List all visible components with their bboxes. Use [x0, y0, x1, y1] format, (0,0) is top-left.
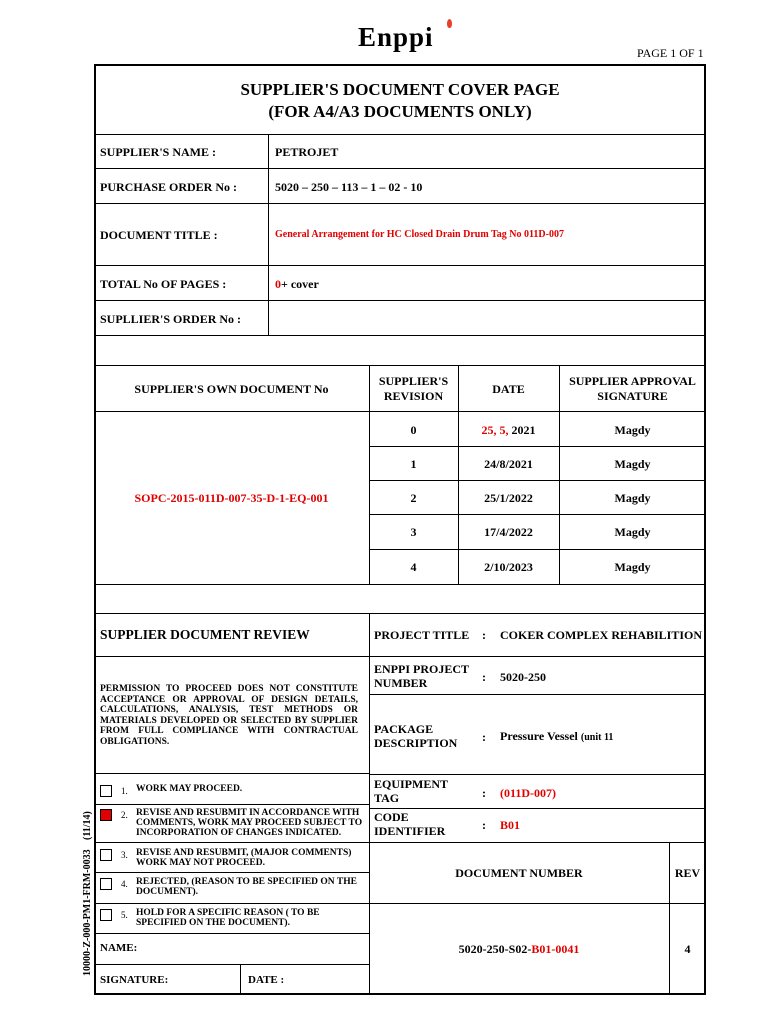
- review-option-checkbox[interactable]: [100, 809, 112, 821]
- colon: :: [482, 628, 486, 642]
- approval-header-2: SIGNATURE: [597, 389, 668, 403]
- approval-header: SUPPLIER APPROVAL: [569, 374, 696, 388]
- total-pages-value: 0+ cover: [275, 277, 319, 291]
- rev-value: 4: [684, 942, 691, 956]
- review-option-text: WORK MAY PROCEED.: [136, 784, 243, 794]
- flame-icon: [447, 19, 452, 28]
- package-value: Pressure Vessel (unit 11: [500, 729, 614, 743]
- project-number-value: 5020-250: [500, 670, 546, 684]
- signature-cell: Magdy: [614, 560, 651, 574]
- review-option-number: 5.: [121, 910, 128, 920]
- project-number-label-2: NUMBER: [374, 676, 428, 690]
- form-revision: (11/14): [82, 811, 93, 840]
- review-option-number: 3.: [121, 850, 128, 860]
- review-heading: SUPPLIER DOCUMENT REVIEW: [100, 627, 310, 642]
- review-option-text: REVISE AND RESUBMIT IN ACCORDANCE WITH COMMENTS, WORK MAY PROCEED SUBJECT TO INCORPORATION OF CHANGES INDICATED.: [136, 808, 363, 838]
- review-option-number: 2.: [121, 810, 128, 820]
- document-number-value: 5020-250-S02-B01-0041: [458, 942, 580, 956]
- signature-cell: Magdy: [614, 457, 651, 471]
- document-number-header: DOCUMENT NUMBER: [455, 866, 583, 880]
- po-label: PURCHASE ORDER No :: [100, 180, 238, 194]
- date-cell: 2/10/2023: [484, 560, 533, 574]
- project-title-value: COKER COMPLEX REHABILITION: [500, 628, 703, 642]
- revision-cell: 0: [410, 423, 417, 437]
- supplier-order-label: SUPLLIER'S ORDER No :: [100, 312, 242, 326]
- review-date-label: DATE :: [248, 974, 285, 986]
- form-subtitle: (FOR A4/A3 DOCUMENTS ONLY): [268, 102, 532, 121]
- revision-cell: 4: [410, 560, 417, 574]
- revision-cell: 3: [410, 525, 417, 539]
- review-option-checkbox[interactable]: [100, 878, 112, 890]
- date-cell: 17/4/2022: [484, 525, 533, 539]
- equipment-label: EQUIPMENT: [374, 777, 449, 791]
- revision-cell: 2: [410, 491, 417, 505]
- enppi-logo: Enppi: [358, 22, 434, 52]
- review-option-checkbox[interactable]: [100, 785, 112, 797]
- colon: :: [482, 670, 486, 684]
- revision-cell: 1: [410, 457, 417, 471]
- equipment-label-2: TAG: [374, 791, 400, 805]
- colon: :: [482, 786, 486, 800]
- rev-header: REV: [674, 866, 701, 880]
- signature-cell: Magdy: [614, 423, 651, 437]
- total-pages-label: TOTAL No OF PAGES :: [100, 277, 227, 291]
- code-value: B01: [500, 818, 521, 832]
- review-option-checkbox[interactable]: [100, 849, 112, 861]
- form-code: 10000-Z-000-PM1-FRM-0033: [82, 849, 93, 976]
- doc-title-label: DOCUMENT TITLE :: [100, 228, 218, 242]
- revision-header-2: REVISION: [383, 389, 444, 403]
- review-option-number: 4.: [121, 879, 128, 889]
- doc-title-value: General Arrangement for HC Closed Drain Drum Tag No 011D-007: [275, 229, 564, 240]
- revision-header: SUPPLIER'S: [378, 374, 449, 388]
- equipment-value: (011D-007): [500, 786, 556, 800]
- review-option-text: REJECTED, (REASON TO BE SPECIFIED ON THE DOCUMENT).: [136, 877, 357, 897]
- project-title-label: PROJECT TITLE: [374, 628, 470, 642]
- project-number-label: ENPPI PROJECT: [374, 662, 470, 676]
- signature-cell: Magdy: [614, 525, 651, 539]
- date-cell: 25/1/2022: [484, 491, 533, 505]
- form-title: SUPPLIER'S DOCUMENT COVER PAGE: [240, 80, 560, 99]
- page-number: PAGE 1 OF 1: [637, 46, 704, 60]
- colon: :: [482, 818, 486, 832]
- package-label: PACKAGE: [374, 722, 434, 736]
- review-option-checkbox[interactable]: [100, 909, 112, 921]
- own-doc-number: SOPC-2015-011D-007-35-D-1-EQ-001: [134, 491, 329, 505]
- po-value: 5020 – 250 – 113 – 1 – 02 - 10: [275, 180, 423, 194]
- signature-cell: Magdy: [614, 491, 651, 505]
- date-cell: 24/8/2021: [484, 457, 533, 471]
- permission-text: PERMISSION TO PROCEED DOES NOT CONSTITUTE ACCEPTANCE OR APPROVAL OF DESIGN DETAILS, CALCULATIONS, ANALYSIS, TEST METHODS OR MATERIALS DEVELOPED OR SELECTED BY SUPPLIER FROM FULL COMPLIANCE WITH CONTRACTUAL OBLIGATIONS.: [100, 684, 358, 747]
- code-label: CODE: [374, 810, 409, 824]
- signature-label: SIGNATURE:: [100, 974, 169, 986]
- supplier-name-value: PETROJET: [275, 145, 339, 159]
- review-option-text: HOLD FOR A SPECIFIC REASON ( TO BE SPECIFIED ON THE DOCUMENT).: [136, 908, 320, 928]
- code-label-2: IDENTIFIER: [374, 824, 446, 838]
- date-header: DATE: [492, 382, 525, 396]
- name-label: NAME:: [100, 942, 138, 954]
- own-doc-header: SUPPLIER'S OWN DOCUMENT No: [134, 382, 329, 396]
- review-option-text: REVISE AND RESUBMIT, (MAJOR COMMENTS) WORK MAY NOT PROCEED.: [136, 848, 352, 868]
- colon: :: [482, 730, 486, 744]
- review-option-number: 1.: [121, 786, 128, 796]
- supplier-name-label: SUPPLIER'S NAME :: [100, 145, 217, 159]
- date-cell: 25, 5, 2021: [481, 423, 536, 437]
- package-label-2: DESCRIPTION: [374, 736, 458, 750]
